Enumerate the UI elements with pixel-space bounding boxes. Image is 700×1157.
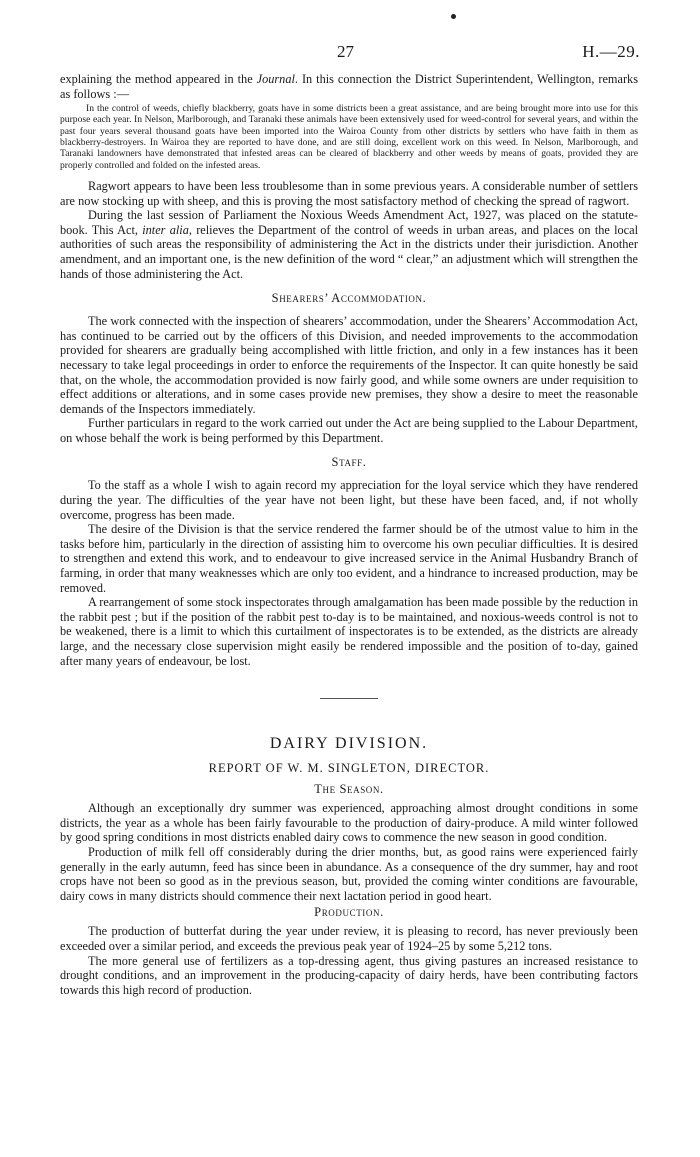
report-subtitle: REPORT OF W. M. SINGLETON, DIRECTOR. — [208, 761, 490, 776]
staff-heading: Staff. — [331, 455, 367, 470]
shearers-heading: Shearers’ Accommodation. — [271, 291, 427, 306]
shearers-paragraph-1: The work connected with the inspection of shearers’ accommodation, under the Shearers’ Accommodation Act, has continued to be carried out by the officers of this Division, and needed improvements to the accommodation provided for shearers are gradually being accomplished with little friction, and only in a few instances has it been necessary to take legal proceedings in order to enforce the requirements of the Inspector. It can quite honestly be said that, on the whole, the accommodation provided is now fairly good, and while some owners are under requisition to effect additions or alterations, and in some cases provide new premises, they show a desire to meet the reasonable demands of the Inspectors immediately. — [60, 314, 638, 416]
intro-text-before: explaining the method appeared in the — [60, 72, 257, 86]
act-text-after: , relieves the Department of the control of weeds in urban areas, and places on the local authorities of such areas the responsibility of administering the Act in the districts under their jurisdiction. Another amendment, and an important one, is the new definition of the word “ clear,” an adjustment which will strengthen the hands of those administering the Act. — [60, 222, 638, 281]
intro-text-after: . In this connection the District Superintendent, Wellington, remarks as follows :— — [60, 72, 638, 101]
ragwort-paragraph: Ragwort appears to have been less troublesome than in some previous years. A considerable number of settlers are now stocking up with sheep, and this is proving the most satisfactory method of checking the spread of ragwort. — [60, 178, 638, 208]
act-text-before: During the last session of Parliament the Noxious Weeds Amendment Act, 1927, was placed on the statute-book. This Act, — [60, 208, 638, 237]
production-paragraph-2: The more general use of fertilizers as a top-dressing agent, thus giving pastures an increased resistance to drought conditions, and an improvement in the producing-capacity of dairy herds, have been contributing factors towards this high record of production. — [60, 953, 638, 997]
season-paragraph-1: Although an exceptionally dry summer was experienced, approaching almost drought conditions in some districts, the year as a whole has been fairly favourable to the production of dairy-produce. A mild winter followed by good spring conditions in most districts enabled dairy cows to commence the new season in good condition. — [60, 801, 638, 845]
production-paragraph-1: The production of butterfat during the year under review, it is pleasing to record, has never previously been exceeded over a similar period, and exceeds the previous peak year of 1924–25 by some 5,212 tons. — [60, 924, 638, 953]
production-heading: Production. — [314, 905, 384, 920]
shearers-paragraph-2: Further particulars in regard to the work carried out under the Act are being supplied to the Labour Department, on whose behalf the work is being performed by this Department. — [60, 416, 638, 445]
staff-paragraph-1: To the staff as a whole I wish to again record my appreciation for the loyal service which they have rendered during the year. The difficulties of the year have not been light, but these have been faced, and, if not wholly overcome, progress has been made. — [60, 478, 638, 522]
staff-paragraph-2: The desire of the Division is that the service rendered the farmer should be of the utmost value to him in the tasks before him, particularly in the direction of assisting him to overcome his own peculiar difficulties. It is desired to strengthen and extend this work, and to endeavour to give increased service in the Animal Husbandry Branch of farming, in order that many weaknesses which are only too evident, and a hindrance to increased production, may be removed. — [60, 522, 638, 595]
dairy-division-title: DAIRY DIVISION. — [269, 735, 429, 753]
page-body — [60, 72, 638, 997]
page-number: 27 — [337, 42, 354, 61]
season-heading: The Season. — [314, 782, 384, 797]
ink-dot — [451, 14, 456, 19]
district-superintendent-quote — [60, 103, 638, 171]
inter-alia: inter alia — [142, 222, 189, 237]
section-divider — [320, 698, 378, 699]
staff-paragraph-3: A rearrangement of some stock inspectorates through amalgamation has been made possible by the reduction in the rabbit pest ; but if the position of the rabbit pest to-day is to be maintained, and noxious-weeds control is not to be weakened, there is a limit to which this curtailment of inspectorates is to be extended, as the districts are already large, and the necessary close supervision might easily be rendered impossible and the position of to-day, gained after many years of endeavour, be lost. — [60, 595, 638, 668]
noxious-weeds-act-paragraph — [60, 208, 638, 281]
season-paragraph-2: Production of milk fell off considerably during the drier months, but, as good rains were experienced fairly generally in the early autumn, feed has since been in abundance. As a consequence of the dry summer, hay and root crops have not been so good as in the previous season, but, provided the coming winter conditions are favourable, dairy cows in many districts should commence their next lactation period in good heart. — [60, 844, 638, 903]
intro-paragraph — [60, 72, 638, 101]
journal-title: Journal — [256, 72, 295, 86]
document-reference: H.—29. — [582, 42, 640, 61]
quote-text: In the control of weeds, chiefly blackberry, goats have in some districts been a great assistance, and are being brought more into use for this purpose each year. In Nelson, Marlborough, and Taranaki these animals have been extensively used for weed-control for several years, and within the past four years several thousand goats have been imported into the Wairoa County from other districts by settlers who have faith in them as blackberry-destroyers. In Wairoa they are reported to have done, and are still doing, excellent work on this weed. In Nelson, Marlborough, and Taranaki landowners have demonstrated that infested areas can be cleared of blackberry and other weeds by means of goats, provided they are properly controlled and folded on the infested areas. — [60, 103, 638, 171]
